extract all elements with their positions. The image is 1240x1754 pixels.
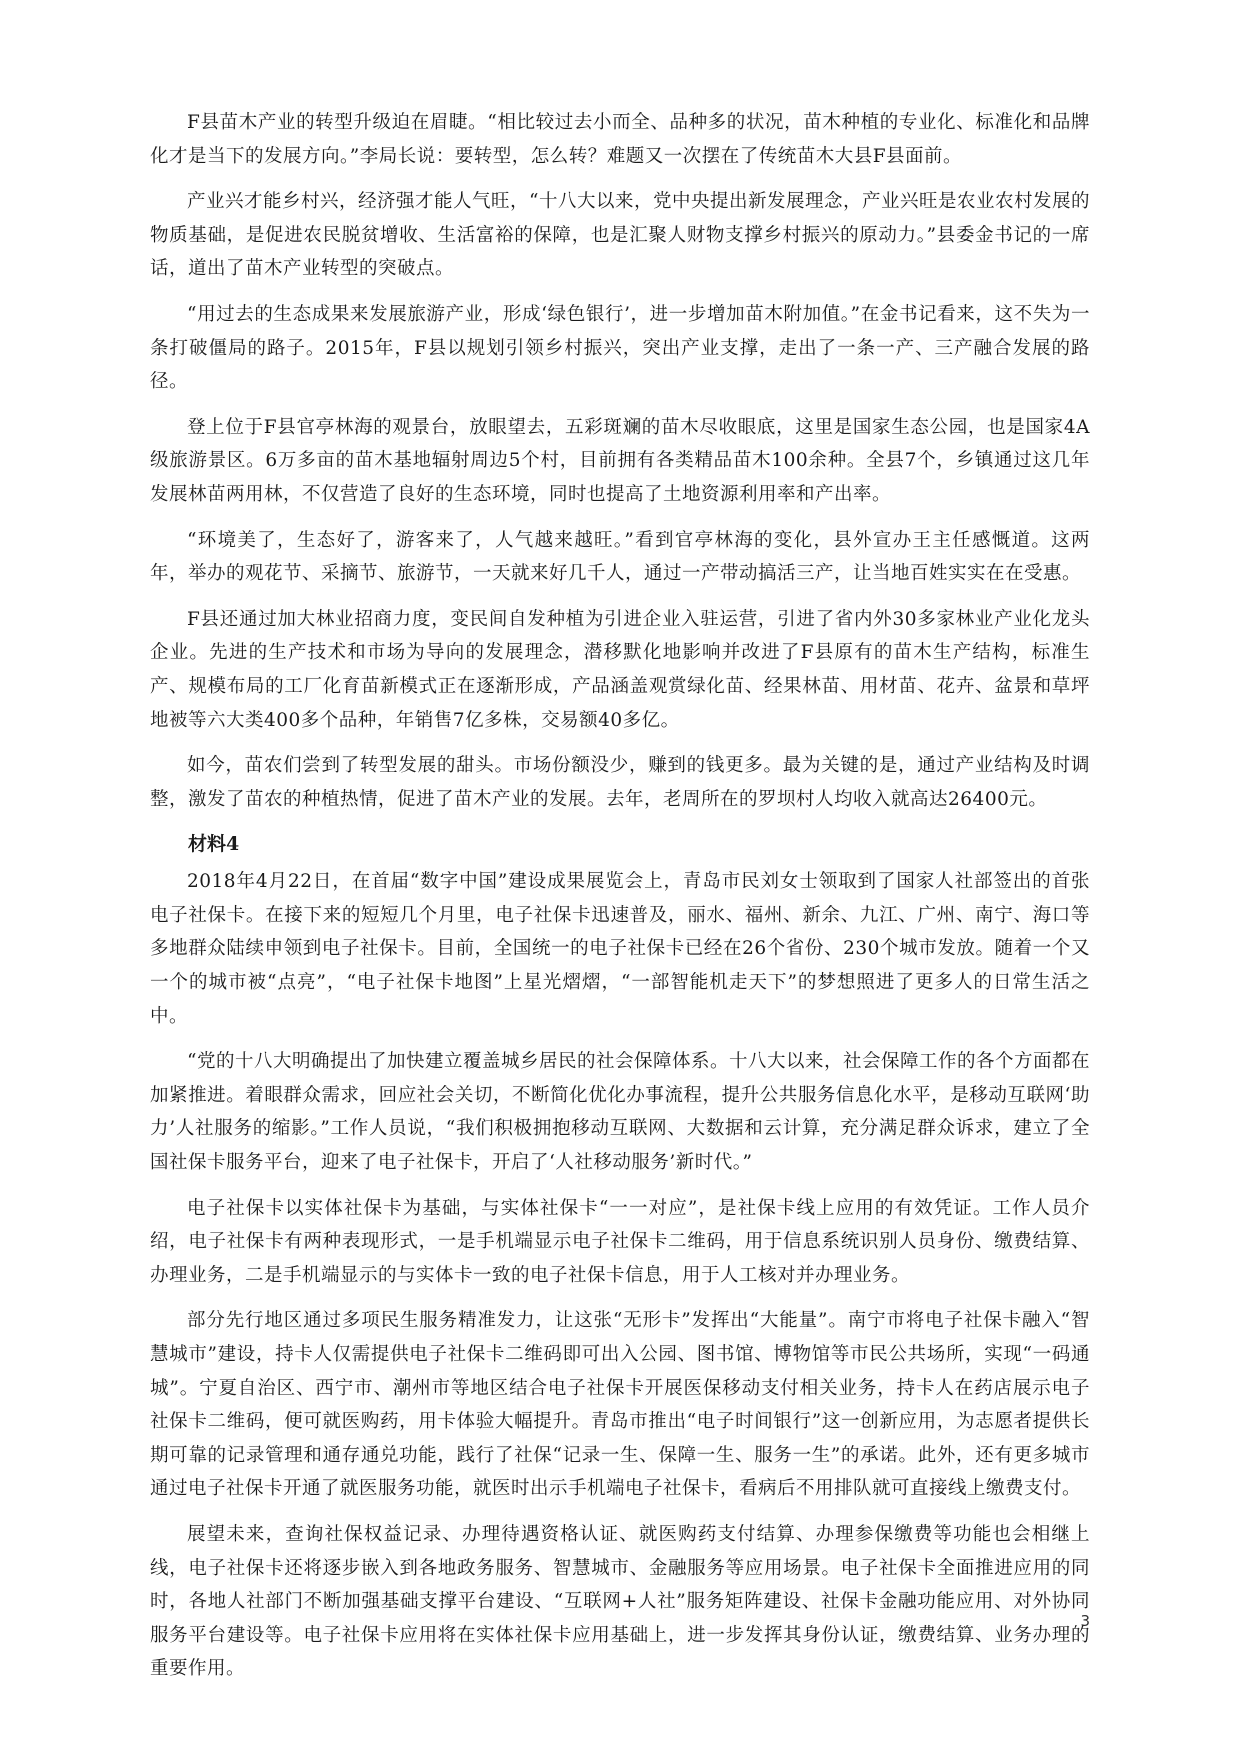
paragraph: 电子社保卡以实体社保卡为基础，与实体社保卡“一一对应”，是社保卡线上应用的有效凭证。工作人员介绍，电子社保卡有两种表现形式，一是手机端显示电子社保卡二维码，用于信息系统识别人员身份、缴费结算、办理业务，二是手机端显示的与实体卡一致的电子社保卡信息，用于人工核对并办理业务。 xyxy=(150,1197,1090,1286)
paragraph: “党的十八大明确提出了加快建立覆盖城乡居民的社会保障体系。十八大以来，社会保障工作的各个方面都在加紧推进。着眼群众需求，回应社会关切，不断简化优化办事流程，提升公共服务信息化水平，是移动互联网‘助力’人社服务的缩影。”工作人员说，“我们积极拥抱移动互联网、大数据和云计算，充分满足群众诉求，建立了全国社保卡服务平台，迎来了电子社保卡，开启了‘人社移动服务’新时代。” xyxy=(150,1051,1090,1174)
paragraph: 登上位于F县官亭林海的观景台，放眼望去，五彩斑斓的苗木尽收眼底，这里是国家生态公园，也是国家4A级旅游景区。6万多亩的苗木基地辐射周边5个村，目前拥有各类精品苗木100余种。全县7个，乡镇通过这几年发展林苗两用林，不仅营造了良好的生态环境，同时也提高了土地资源利用率和产出率。 xyxy=(150,416,1090,505)
paragraph: F县还通过加大林业招商力度，变民间自发种植为引进企业入驻运营，引进了省内外30多家林业产业化龙头企业。先进的生产技术和市场为导向的发展理念，潜移默化地影响并改进了F县原有的苗木生产结构，标准生产、规模布局的工厂化育苗新模式正在逐渐形成，产品涵盖观赏绿化苗、经果林苗、用材苗、花卉、盆景和草坪地被等六大类400多个品种，年销售7亿多株，交易额40多亿。 xyxy=(150,608,1090,731)
paragraph: 部分先行地区通过多项民生服务精准发力，让这张“无形卡”发挥出“大能量”。南宁市将电子社保卡融入“智慧城市”建设，持卡人仅需提供电子社保卡二维码即可出入公园、图书馆、博物馆等市民公共场所，实现“一码通城”。宁夏自治区、西宁市、潮州市等地区结合电子社保卡开展医保移动支付相关业务，持卡人在药店展示电子社保卡二维码，便可就医购药，用卡体验大幅提升。青岛市推出“电子时间银行”这一创新应用，为志愿者提供长期可靠的记录管理和通存通兑功能，践行了社保“记录一生、保障一生、服务一生”的承诺。此外，还有更多城市通过电子社保卡开通了就医服务功能，就医时出示手机端电子社保卡，看病后不用排队就可直接线上缴费支付。 xyxy=(150,1310,1090,1500)
paragraph: “用过去的生态成果来发展旅游产业，形成‘绿色银行’，进一步增加苗木附加值。”在金书记看来，这不失为一条打破僵局的路子。2015年，F县以规划引领乡村振兴，突出产业支撑，走出了一条一产、三产融合发展的路径。 xyxy=(150,303,1090,393)
paragraph: 展望未来，查询社保权益记录、办理待遇资格认证、就医购药支付结算、办理参保缴费等功能也会相继上线，电子社保卡还将逐步嵌入到各地政务服务、智慧城市、金融服务等应用场景。电子社保卡全面推进应用的同时，各地人社部门不断加强基础支撑平台建设、“互联网+人社”服务矩阵建设、社保卡金融功能应用、对外协同服务平台建设等。电子社保卡应用将在实体社保卡应用基础上，进一步发挥其身份认证，缴费结算、业务办理的重要作用。 xyxy=(150,1523,1090,1680)
paragraph: “环境美了，生态好了，游客来了，人气越来越旺。”看到官亭林海的变化，县外宣办王主任感慨道。这两年，举办的观花节、采摘节、旅游节，一天就来好几千人，通过一产带动搞活三产，让当地百姓实实在在受惠。 xyxy=(150,529,1090,585)
page-number: 3 xyxy=(1080,1612,1090,1630)
paragraph: 产业兴才能乡村兴，经济强才能人气旺，“十八大以来，党中央提出新发展理念，产业兴旺是农业农村发展的物质基础，是促进农民脱贫增收、生活富裕的保障，也是汇聚人财物支撑乡村振兴的原动力。”县委金书记的一席话，道出了苗木产业转型的突破点。 xyxy=(150,191,1090,280)
section-heading: 材料4 xyxy=(188,833,240,856)
document-body xyxy=(150,106,1090,1698)
paragraph: 如今，苗农们尝到了转型发展的甜头。市场份额没少，赚到的钱更多。最为关键的是，通过产业结构及时调整，激发了苗农的种植热情，促进了苗木产业的发展。去年，老周所在的罗坝村人均收入就高达26400元。 xyxy=(150,755,1090,810)
paragraph: 2018年4月22日，在首届“数字中国”建设成果展览会上，青岛市民刘女士领取到了国家人社部签出的首张电子社保卡。在接下来的短短几个月里，电子社保卡迅速普及，丽水、福州、新余、九江、广州、南宁、海口等多地群众陆续申领到电子社保卡。目前，全国统一的电子社保卡已经在26个省份、230个城市发放。随着一个又一个的城市被“点亮”，“电子社保卡地图”上星光熠熠，“一部智能机走天下”的梦想照进了更多人的日常生活之中。 xyxy=(150,871,1090,1027)
paragraph: F县苗木产业的转型升级迫在眉睫。“相比较过去小而全、品种多的状况，苗木种植的专业化、标准化和品牌化才是当下的发展方向。”李局长说：要转型，怎么转？难题又一次摆在了传统苗木大县F县面前。 xyxy=(150,112,1090,167)
